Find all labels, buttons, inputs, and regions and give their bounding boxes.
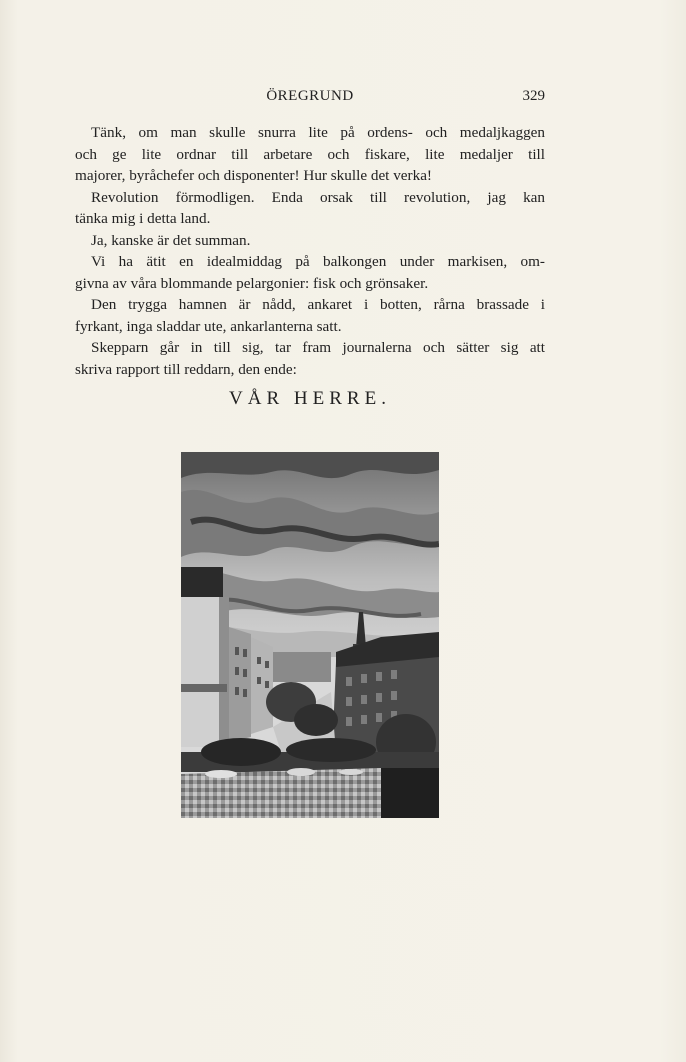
text-line: fyrkant, inga sladdar ute, ankarlanterna satt. [75,317,342,335]
text-line: givna av våra blommande pelargonier: fisk och grönsaker. [75,274,429,292]
text-line: tänka mig i detta land. [75,210,211,227]
text-line: Ja, kanske är det summan. [91,231,251,249]
text-line: skriva rapport till reddarn, den ende: [75,360,297,378]
page-header [75,88,545,110]
text-line: och ge lite ordnar till arbetare och fiskare, lite medaljer till [75,145,545,163]
text-line: Revolution förmodligen. Enda orsak till revolution, jag kan [91,188,545,206]
running-title: ÖREGRUND [266,88,354,104]
street-scene-illustration [181,452,439,818]
text-line: majorer, byråchefer och disponenter! Hur skulle det verka! [75,167,432,184]
text-line: Skepparn går in till sig, tar fram journalerna och sätter sig att [91,339,545,356]
page-number: 329 [522,88,545,104]
body-text [75,122,545,380]
closing-line: VÅR HERRE. [229,388,391,409]
text-line: Tänk, om man skulle snurra lite på ordens- och medaljkaggen [91,124,545,141]
text-line: Vi ha ätit en idealmiddag på balkongen under markisen, om- [91,253,545,270]
text-line: Den trygga hamnen är nådd, ankaret i botten, rårna brassade i [91,296,545,313]
illustration-drawing [181,452,439,818]
